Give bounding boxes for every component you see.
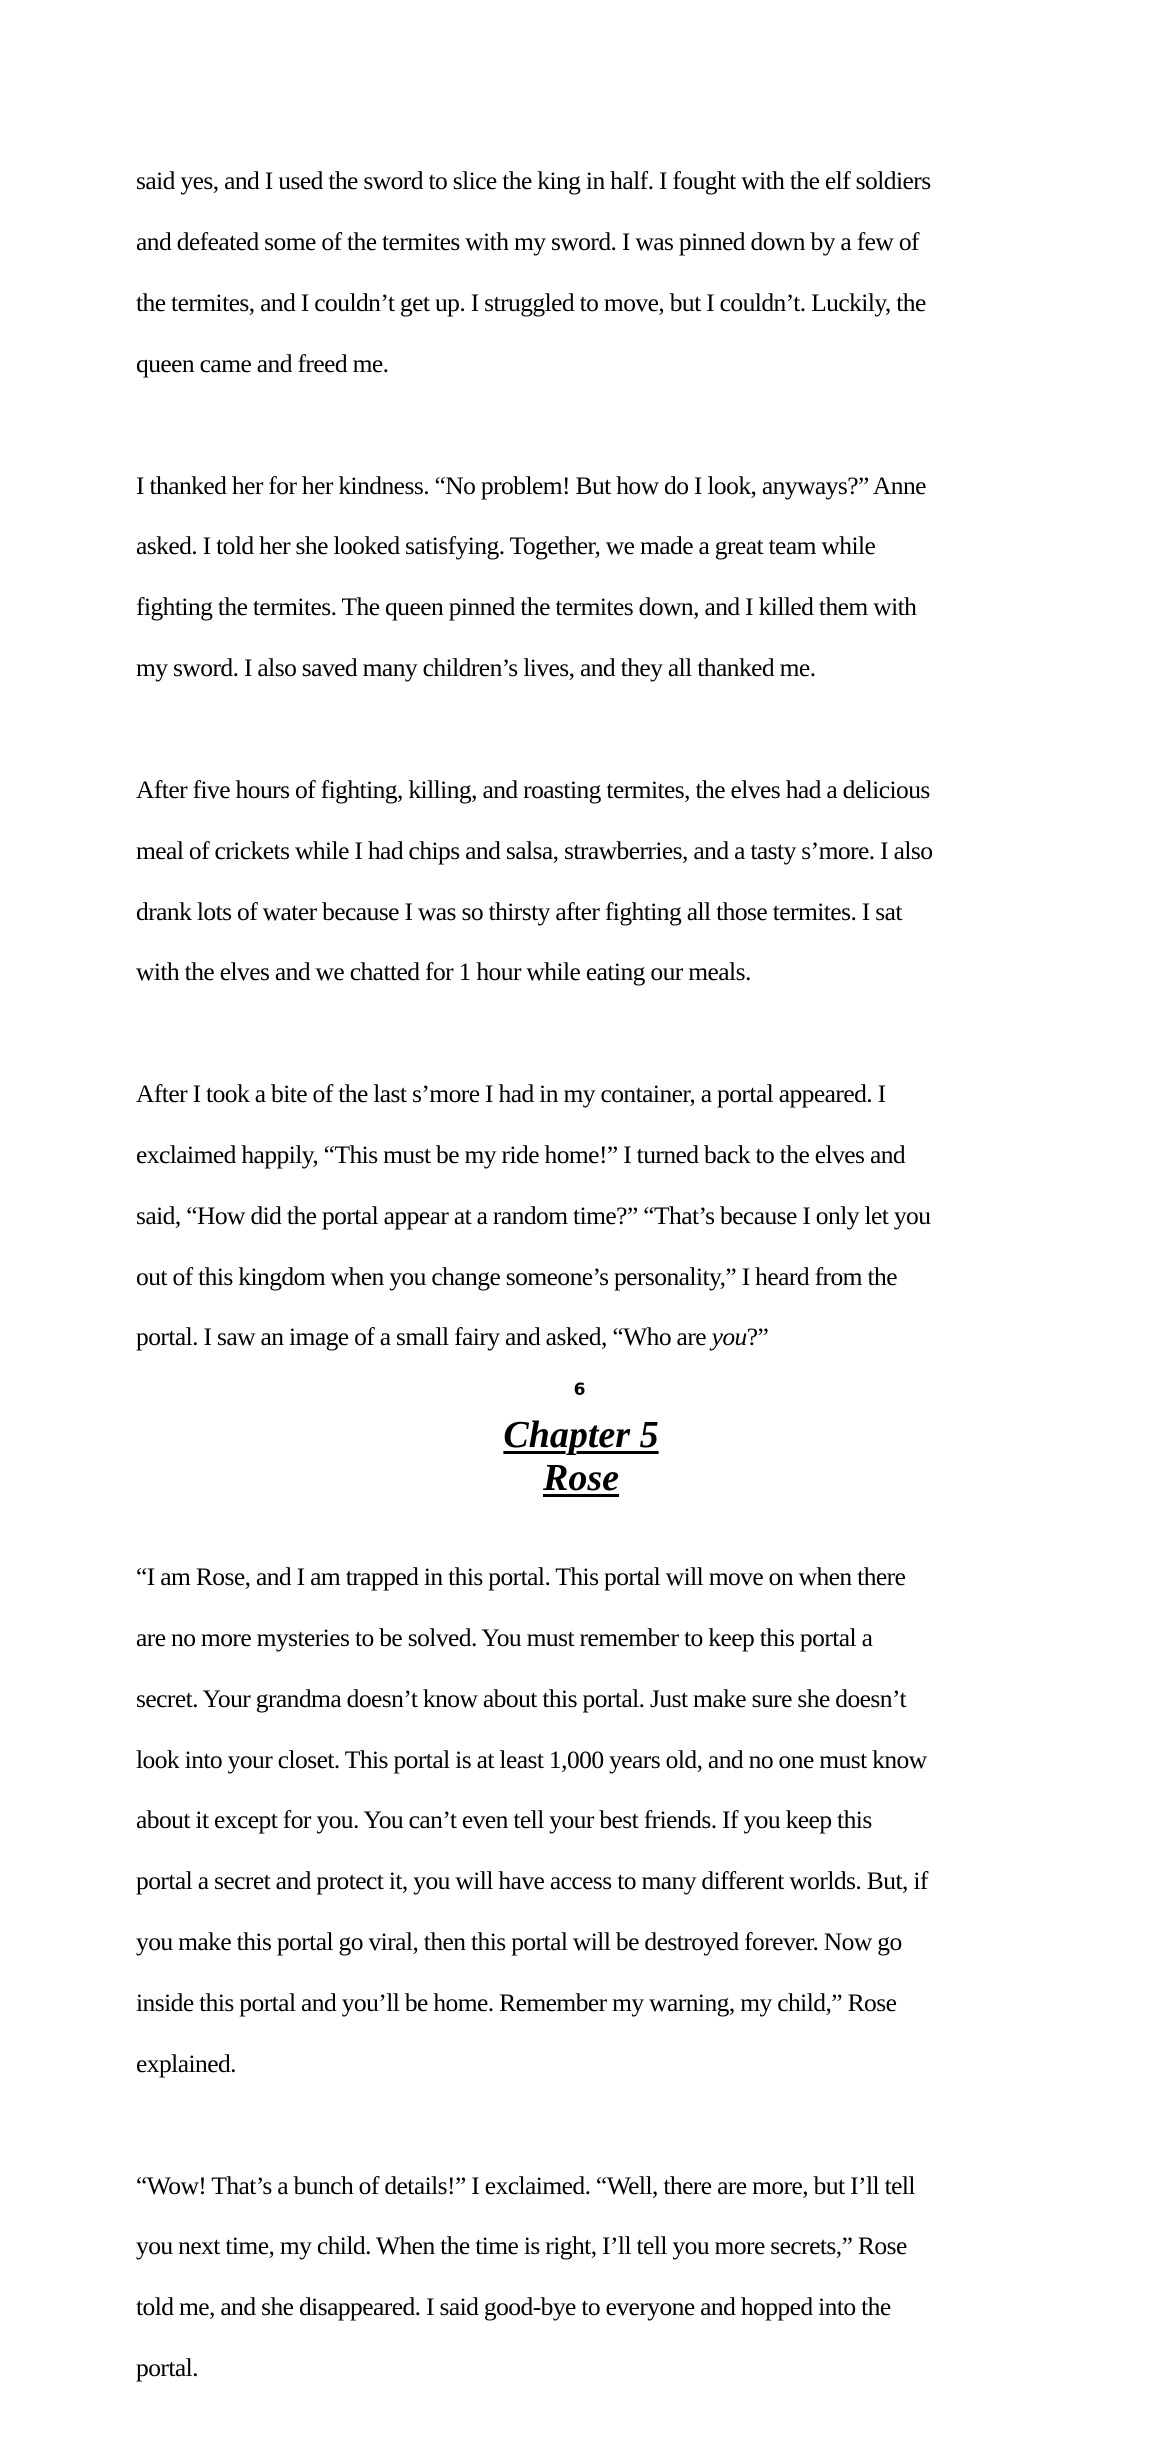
paragraph-3 [136,745,1026,1019]
text-line: said, “How did the portal appear at a random time?” “That’s because I only let you [136,1200,931,1230]
text-line: “Wow! That’s a bunch of details!” I exclaimed. “Well, there are more, but I’ll tell [136,2170,915,2200]
document-page [136,136,1026,2444]
page-number: 6 [573,1380,586,1400]
text-line: queen came and freed me. [136,348,389,378]
text-line: portal. [136,2352,199,2382]
text-line: After I took a bite of the last s’more I had in my container, a portal appeared. I [136,1079,886,1109]
italic-word: you [711,1322,747,1352]
text-line: and defeated some of the termites with my sword. I was pinned down by a few of [136,227,919,257]
text-line: my sword. I also saved many children’s lives, and they all thanked me. [136,653,816,683]
text-line-prefix: portal. I saw an image of a small fairy and asked, “Who are [136,1322,712,1352]
text-line: are no more mysteries to be solved. You must remember to keep this portal a [136,1623,873,1653]
text-line [136,1322,1026,1352]
text-line: asked. I told her she looked satisfying. Together, we made a great team while [136,531,876,561]
text-line: portal a secret and protect it, you will have access to many different worlds. But, if [136,1866,928,1896]
text-line: drank lots of water because I was so thirsty after fighting all those termites. I sat [136,896,902,926]
text-line: meal of crickets while I had chips and salsa, strawberries, and a tasty s’more. I also [136,835,933,865]
chapter-number: Chapter 5 [503,1413,659,1456]
text-line: I thanked her for her kindness. “No problem! But how do I look, anyways?” Anne [136,470,926,500]
paragraph-5 [136,1532,1026,2110]
text-line: “I am Rose, and I am trapped in this portal. This portal will move on when there [136,1562,906,1592]
text-line: secret. Your grandma doesn’t know about this portal. Just make sure she doesn’t [136,1683,907,1713]
text-line: with the elves and we chatted for 1 hour while eating our meals. [136,957,751,987]
paragraph-4 [136,1049,1026,1383]
text-line: fighting the termites. The queen pinned the termites down, and I killed them with [136,592,917,622]
text-line: After five hours of fighting, killing, and roasting termites, the elves had a delicious [136,774,930,804]
text-line: told me, and she disappeared. I said good-bye to everyone and hopped into the [136,2292,891,2322]
text-line: look into your closet. This portal is at least 1,000 years old, and no one must know [136,1744,927,1774]
text-line: explained. [136,2048,236,2078]
text-line-suffix: ?” [746,1322,769,1352]
text-line: you next time, my child. When the time is right, I’ll tell you more secrets,” Rose [136,2231,907,2261]
text-line: the termites, and I couldn’t get up. I struggled to move, but I couldn’t. Luckily, the [136,288,926,318]
text-line: you make this portal go viral, then this portal will be destroyed forever. Now go [136,1927,902,1957]
text-line: out of this kingdom when you change someone’s personality,” I heard from the [136,1261,897,1291]
text-line: inside this portal and you’ll be home. Remember my warning, my child,” Rose [136,1987,897,2017]
paragraph-6 [136,2140,1026,2414]
text-line: exclaimed happily, “This must be my ride home!” I turned back to the elves and [136,1139,906,1169]
text-line: said yes, and I used the sword to slice the king in half. I fought with the elf soldiers [136,166,931,196]
text-line: about it except for you. You can’t even tell your best friends. If you keep this [136,1805,872,1835]
chapter-title: Rose [543,1456,619,1499]
chapter-heading [136,1414,1026,1500]
paragraph-2 [136,440,1026,714]
paragraph-1 [136,136,1026,410]
